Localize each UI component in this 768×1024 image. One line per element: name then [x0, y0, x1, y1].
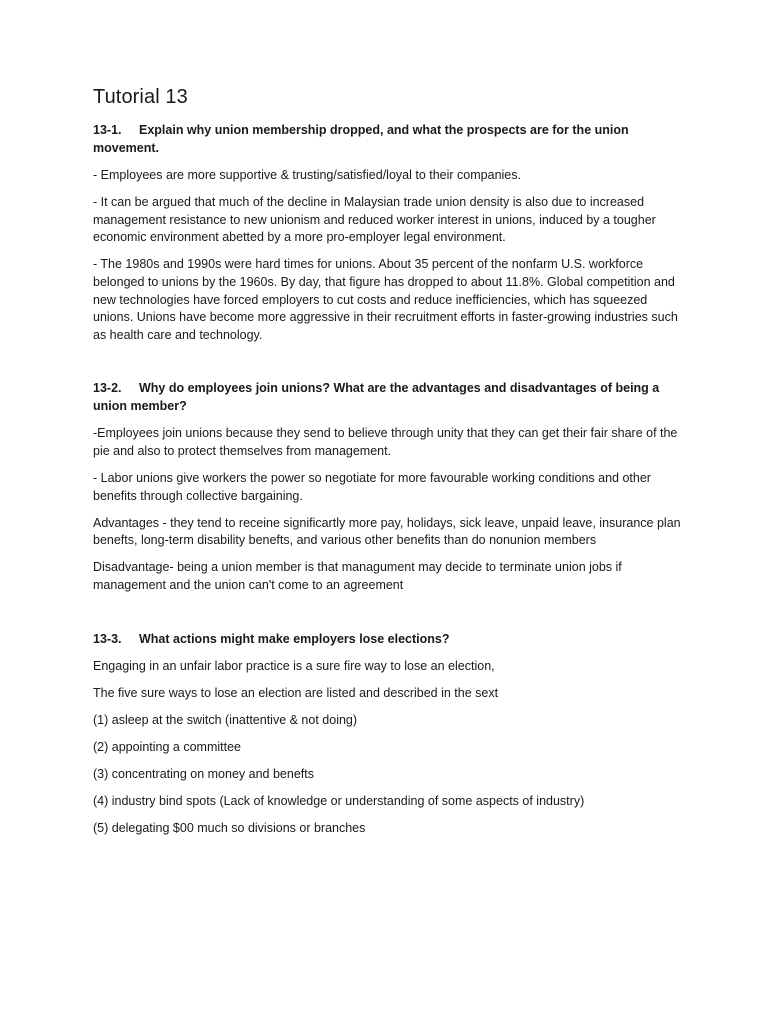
- list-item: (3) concentrating on money and benefts: [93, 766, 314, 781]
- question-section-13-1: [93, 121, 683, 344]
- list-item: (2) appointing a committee: [93, 739, 241, 754]
- question-heading: [93, 379, 683, 415]
- answer-paragraph: - Labor unions give workers the power so negotiate for more favourable working conditions and other benefits through collective bargaining.: [93, 471, 651, 503]
- list-item: (4) industry bind spots (Lack of knowledge or understanding of some aspects of industry): [93, 794, 585, 809]
- question-text: What actions might make employers lose elections?: [139, 631, 450, 646]
- question-number: 13-2.: [93, 381, 122, 396]
- answer-paragraph: - Employees are more supportive & trusting/satisfied/loyal to their companies.: [93, 168, 521, 182]
- answer-paragraph: Disadvantage- being a union member is that managument may decide to terminate union jobs if management and the union can't come to an agreement: [93, 560, 622, 592]
- question-number: 13-3.: [93, 631, 122, 646]
- document-title: Tutorial 13: [93, 86, 188, 108]
- answer-paragraph: Engaging in an unfair labor practice is a sure fire way to lose an election,: [93, 658, 495, 673]
- list-item: (5) delegating $00 much so divisions or branches: [93, 821, 366, 836]
- question-section-13-2: [93, 379, 683, 594]
- answer-paragraph: - The 1980s and 1990s were hard times for unions. About 35 percent of the nonfarm U.S. workforce belonged to unions by the 1960s. By day, that figure has dropped to about 11.8%. Global competition and new technologies have forced employers to cut costs and reduce inefficiencies, which has squeezed unions. Unions have become more aggressive in their recruitment efforts in faster-growing industries such as health care and technology.: [93, 257, 678, 342]
- question-section-13-3: [93, 630, 683, 838]
- answer-paragraph: -Employees join unions because they send to believe through unity that they can get their fair share of the pie and also to protect themselves from management.: [93, 426, 678, 458]
- answer-paragraph: Advantages - they tend to receine significartly more pay, holidays, sick leave, unpaid leave, insurance plan benefts, long-term disability benefts, and various other benefits than do nonunion members: [93, 515, 681, 548]
- question-text: Explain why union membership dropped, and what the prospects are for the union movement.: [93, 123, 629, 155]
- question-heading: [93, 121, 683, 157]
- question-number: 13-1.: [93, 123, 122, 137]
- answer-paragraph: The five sure ways to lose an election are listed and described in the sext: [93, 685, 499, 700]
- list-item: (1) asleep at the switch (inattentive & not doing): [93, 712, 358, 727]
- document-page: [93, 86, 683, 873]
- answer-paragraph: - It can be argued that much of the decline in Malaysian trade union density is also due to increased management resistance to new unionism and reduced worker interest in unions, induced by a tougher economic environment abetted by a more pro-employer legal environment.: [93, 195, 656, 245]
- question-text: Why do employees join unions? What are the advantages and disadvantages of being a union member?: [93, 381, 660, 414]
- question-heading: [93, 630, 683, 648]
